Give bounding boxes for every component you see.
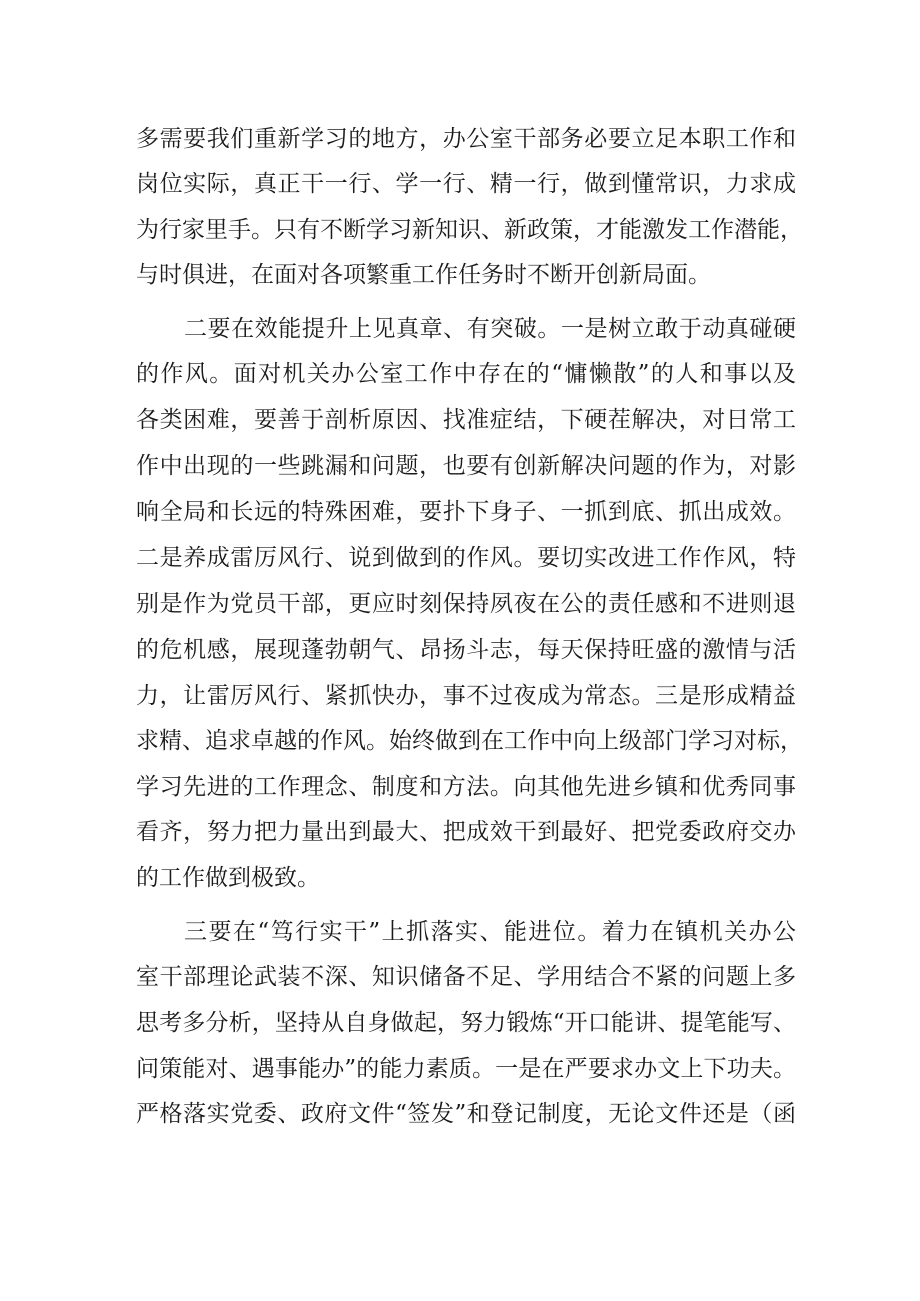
- text-line: 的作风。面对机关办公室工作中存在的“慵懒散”的人和事以及: [136, 361, 796, 387]
- text-line: 别是作为党员干部，更应时刻保持夙夜在公的责任感和不进则退: [136, 591, 796, 617]
- text-line: 响全局和长远的特殊困难，要扑下身子、一抓到底、抓出成效。: [136, 499, 796, 525]
- text-line: 问策能对、遇事能办”的能力素质。一是在严要求办文上下功夫。: [136, 1056, 796, 1082]
- paragraph-first-line: 三要在“笃行实干”上抓落实、能进位。着力在镇机关办公: [184, 919, 796, 945]
- text-line: 学习先进的工作理念、制度和方法。向其他先进乡镇和优秀同事: [136, 774, 796, 800]
- text-line: 岗位实际，真正干一行、学一行、精一行，做到懂常识，力求成: [136, 171, 796, 197]
- text-line: 看齐，努力把力量出到最大、把成效干到最好、把党委政府交办: [136, 819, 796, 845]
- text-line: 严格落实党委、政府文件“签发”和登记制度，无论文件还是（函: [136, 1101, 796, 1127]
- text-line: 多需要我们重新学习的地方，办公室干部务必要立足本职工作和: [136, 126, 796, 152]
- paragraph-first-line: 二要在效能提升上见真章、有突破。一是树立敢于动真碰硬: [184, 316, 796, 342]
- text-line: 的工作做到极致。: [136, 865, 320, 891]
- text-line: 求精、追求卓越的作风。始终做到在工作中向上级部门学习对标，: [136, 728, 803, 754]
- text-line: 室干部理论武装不深、知识储备不足、学用结合不紧的问题上多: [136, 964, 796, 990]
- text-line: 的危机感，展现蓬勃朝气、昂扬斗志，每天保持旺盛的激情与活: [136, 637, 796, 663]
- text-line: 思考多分析，坚持从自身做起，努力锻炼“开口能讲、提笔能写、: [136, 1010, 796, 1036]
- text-line: 二是养成雷厉风行、说到做到的作风。要切实改进工作作风，特: [136, 545, 796, 571]
- text-line: 作中出现的一些跳漏和问题，也要有创新解决问题的作为，对影: [136, 453, 796, 479]
- text-line: 各类困难，要善于剖析原因、找准症结，下硬茬解决，对日常工: [136, 407, 796, 433]
- text-line: 与时俱进，在面对各项繁重工作任务时不断开创新局面。: [136, 262, 711, 288]
- text-line: 为行家里手。只有不断学习新知识、新政策，才能激发工作潜能，: [136, 217, 803, 243]
- text-line: 力，让雷厉风行、紧抓快办，事不过夜成为常态。三是形成精益: [136, 683, 796, 709]
